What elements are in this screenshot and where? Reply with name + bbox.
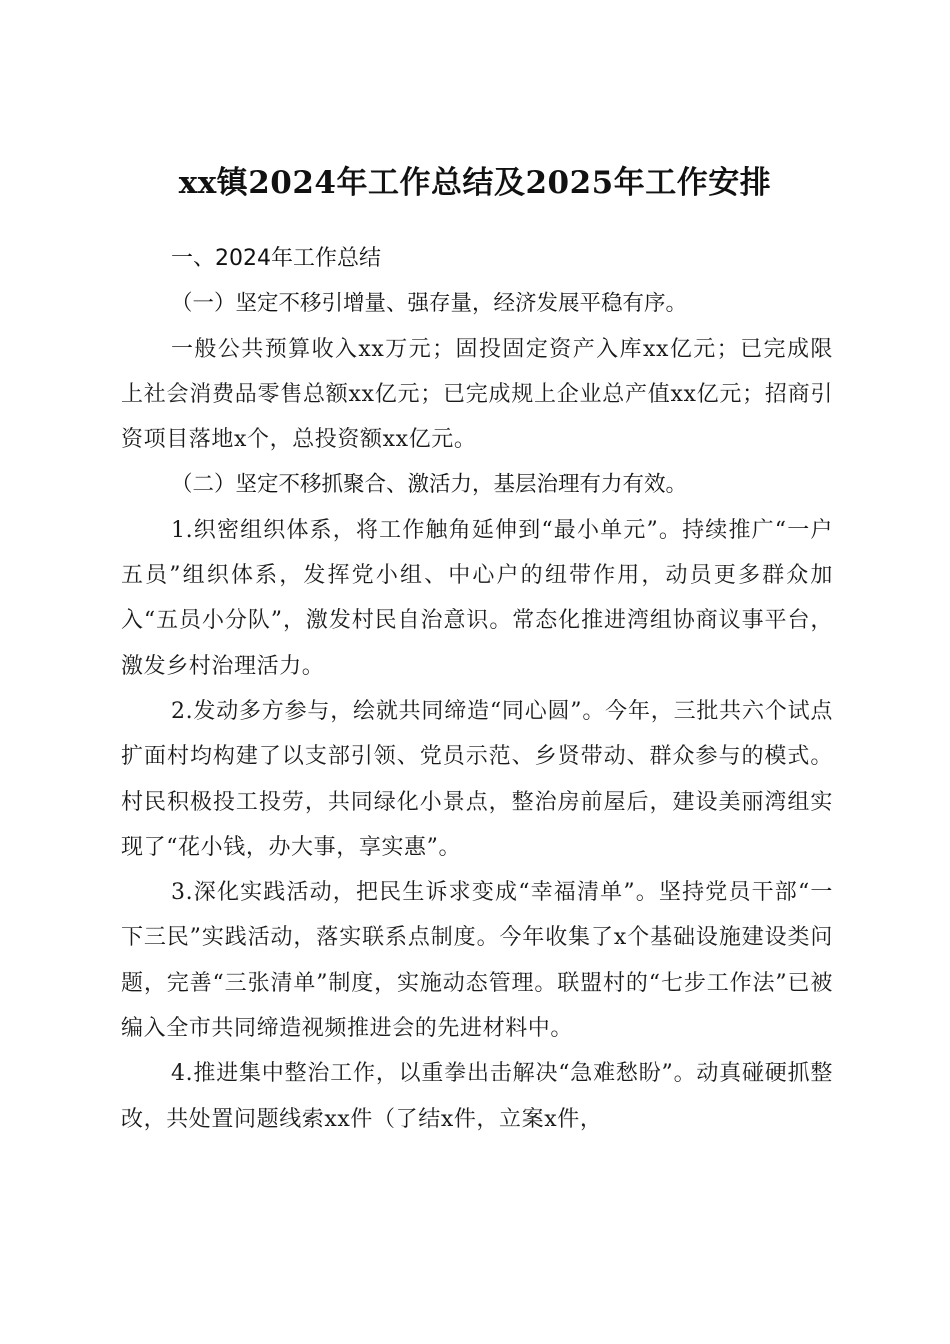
section-heading: 一、2024年工作总结 xyxy=(171,246,381,271)
document-title: xx镇2024年工作总结及2025年工作安排 xyxy=(178,164,772,201)
subsection-heading-economy: （一）坚定不移引增量、强存量，经济发展平稳有序。 xyxy=(171,291,688,317)
paragraph-item-1: 1.织密组织体系，将工作触角延伸到“最小单元”。持续推广“一户五员”组织体系，发挥党小组、中心户的纽带作用，动员更多群众加入“五员小分队”，激发村民自治意识。常态化推进湾组协商议事平台，激发乡村治理活力。 xyxy=(121,517,833,679)
paragraph-item-4: 4.推进集中整治工作，以重拳出击解决“急难愁盼”。动真碰硬抓整改，共处置问题线索xx件（了结x件，立案x件， xyxy=(121,1061,833,1132)
paragraph-economy: 一般公共预算收入xx万元；固投固定资产入库xx亿元；已完成限上社会消费品零售总额xx亿元；已完成规上企业总产值xx亿元；招商引资项目落地x个，总投资额xx亿元。 xyxy=(121,336,833,453)
paragraph-item-3: 3.深化实践活动，把民生诉求变成“幸福清单”。坚持党员干部“一下三民”实践活动，落实联系点制度。今年收集了x个基础设施建设类问题，完善“三张清单”制度，实施动态管理。联盟村的“七步工作法”已被编入全市共同缔造视频推进会的先进材料中。 xyxy=(121,880,833,1042)
document-body xyxy=(121,236,833,1142)
subsection-heading-governance: （二）坚定不移抓聚合、激活力，基层治理有力有效。 xyxy=(171,472,688,498)
paragraph-item-2: 2.发动多方参与，绘就共同缔造“同心圆”。今年，三批共六个试点扩面村均构建了以支部引领、党员示范、乡贤带动、群众参与的模式。村民积极投工投劳，共同绿化小景点，整治房前屋后，建设美丽湾组实现了“花小钱，办大事，享实惠”。 xyxy=(121,698,833,860)
